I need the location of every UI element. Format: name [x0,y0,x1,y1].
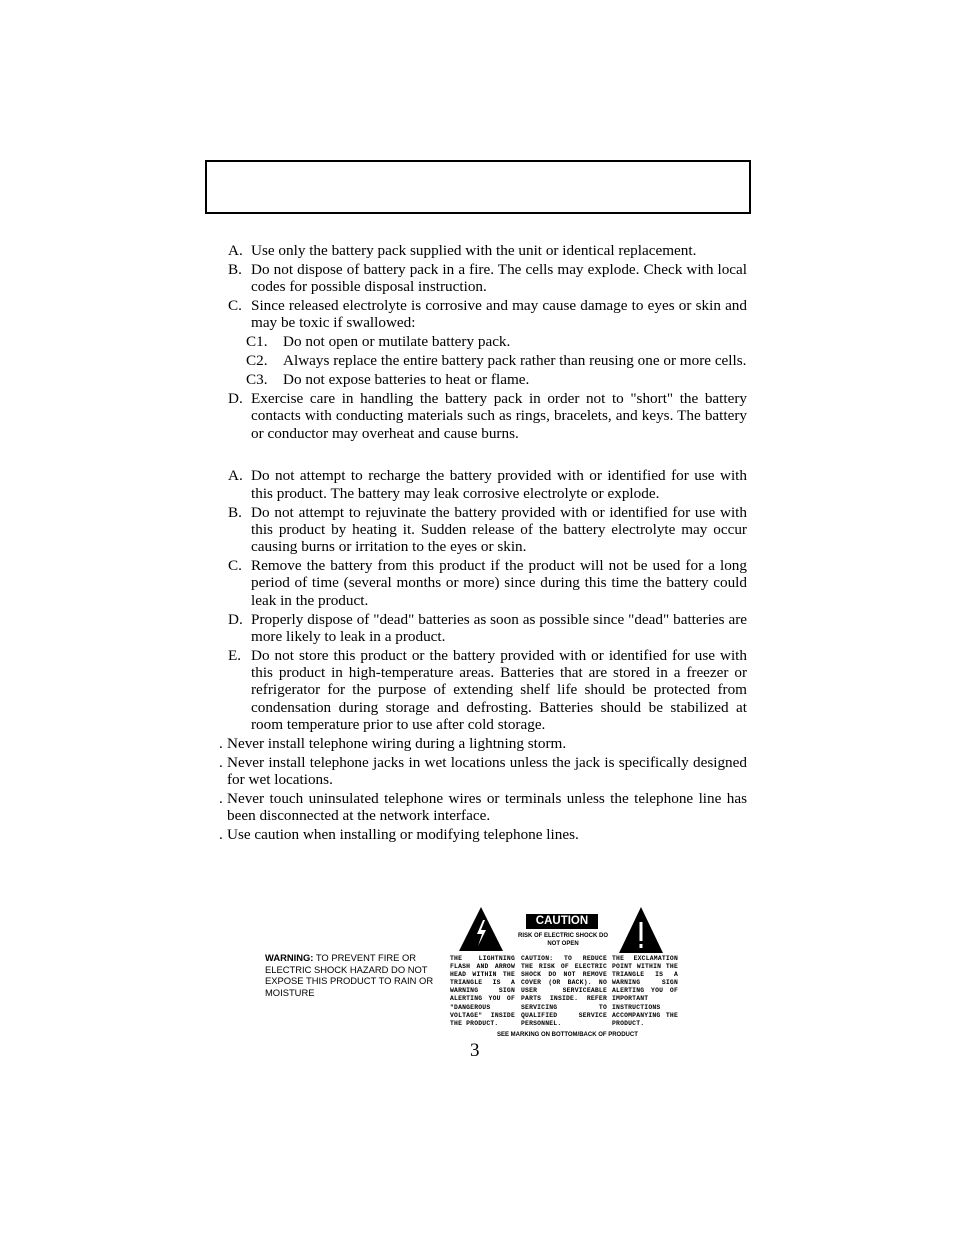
warning-text: WARNING: TO PREVENT FIRE OR ELECTRIC SHOCK HAZARD DO NOT EXPOSE THIS PRODUCT TO RAIN OR MOISTURE [265,952,434,999]
list-item: C. Remove the battery from this product if the product will not be used for a long period of time (several months or more) since during this time the battery could leak in the product. [228,557,747,609]
list-item: E. Do not store this product or the battery provided with or identified for use with this product in high-temperature areas. Batteries that are stored in a freezer or refrigerator for the purpose of extending shelf life should be protected from condensation during storage and defrosting. Batteries should be stabilized at room temperature prior to use after cold storage. [228,646,747,733]
sub-list-item: C2. Always replace the entire battery pack rather than reusing one or more cells. [246,352,747,370]
list-item: D. Exercise care in handling the battery pack in order not to "short" the battery contacts with conducting materials such as rings, bracelets, and keys. The battery or conductor may overheat and cause burns. [228,389,747,442]
list-item: B. Do not dispose of battery pack in a fire. The cells may explode. Check with local codes for possible disposal instruction. [228,260,747,296]
bullet-item: . Use caution when installing or modifying telephone lines. [219,826,579,844]
list-item: D. Properly dispose of "dead" batteries as soon as possible since "dead" batteries are more likely to leak in a product. [228,610,747,645]
exclamation-explanation: THE EXCLAMATION POINT WITHIN THE TRIANGLE IS A WARNING SIGN ALERTING YOU OF IMPORTANT INSTRUCTIONS ACCOMPANYING THE PRODUCT. [612,955,678,1027]
telephone-section [219,735,747,844]
bullet-item: . Never install telephone jacks in wet locations unless the jack is specifically designed for wet locations. [219,753,747,789]
page-number: 3 [470,1040,480,1061]
sub-list-item: C3. Do not expose batteries to heat or flame. [246,371,530,389]
safety-label [260,898,688,1048]
sub-list-item: C1. Do not open or mutilate battery pack. [246,333,511,351]
list-item: A. Do not attempt to recharge the battery provided with or identified for use with this product. The battery may leak corrosive electrolyte or explode. [228,467,747,502]
caution-subtitle: RISK OF ELECTRIC SHOCK DO NOT OPEN [517,933,608,947]
caution-explanation: CAUTION: TO REDUCE THE RISK OF ELECTRIC SHOCK DO NOT REMOVE COVER (OR BACK). NO USER SERVICEABLE PARTS INSIDE. REFER SERVICING TO QUALIFIED SERVICE PERSONNEL. [521,955,607,1027]
bullet-item: . Never install telephone wiring during a lightning storm. [219,734,567,752]
exclamation-triangle-icon [618,906,664,954]
battery-section [219,467,747,733]
list-item: A. Use only the battery pack supplied with the unit or identical replacement. [228,242,697,259]
list-item: C. Since released electrolyte is corrosive and may cause damage to eyes or skin and may be toxic if swallowed: [228,297,747,332]
section-gap [219,443,747,467]
caution-badge: CAUTION [526,914,598,929]
list-item: B. Do not attempt to rejuvinate the battery provided with or identified for use with this product by heating it. Sudden release of the battery electrolyte may occur causing burns or irritation to the eyes or skin. [228,503,747,556]
battery-pack-section [219,242,747,442]
lightning-triangle-icon [458,906,504,952]
page-content [219,242,747,845]
header-box [205,160,751,214]
bullet-item: . Never touch uninsulated telephone wires or terminals unless the telephone line has been disconnected at the network interface. [219,789,747,825]
lightning-explanation: THE LIGHTNING FLASH AND ARROW HEAD WITHIN THE TRIANGLE IS A WARNING SIGN ALERTING YOU OF "DANGEROUS VOLTAGE" INSIDE THE PRODUCT. [450,955,515,1027]
see-marking-note: SEE MARKING ON BOTTOM/BACK OF PRODUCT [497,1032,638,1038]
